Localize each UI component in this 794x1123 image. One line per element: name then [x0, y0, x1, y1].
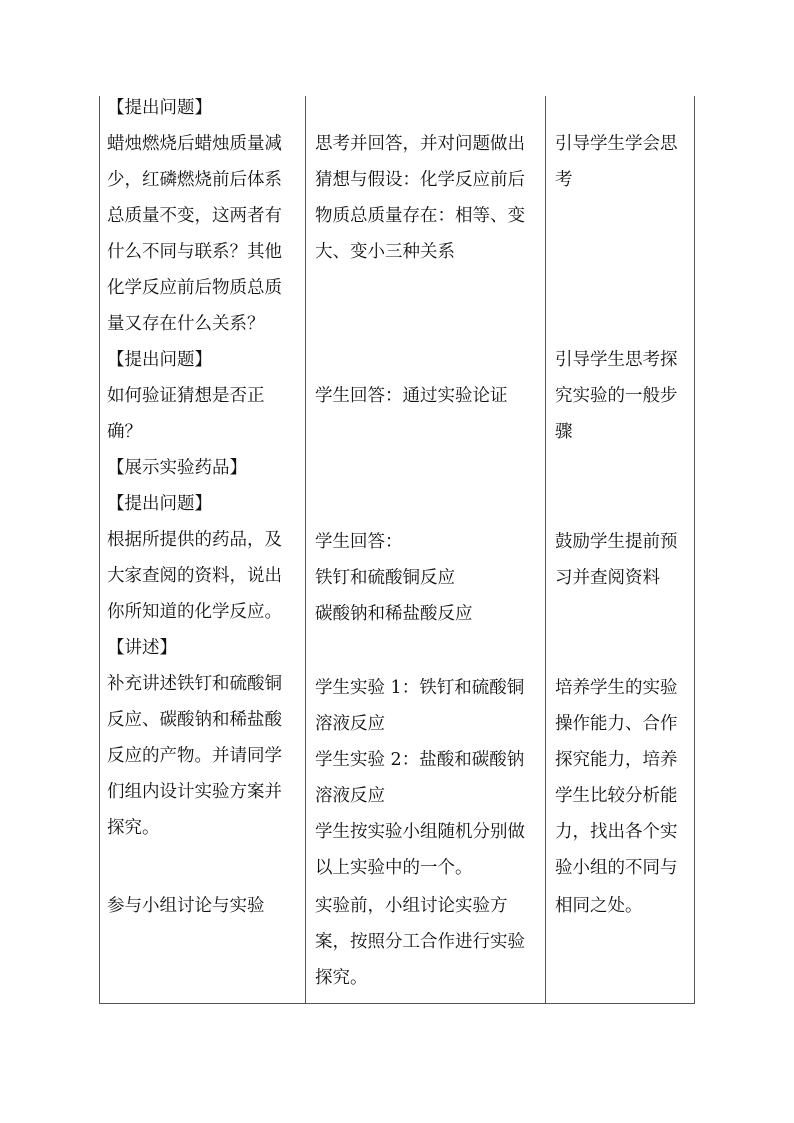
text-line: 培养学生的实验 [555, 678, 678, 698]
text-line: 【提出问题】 [107, 494, 212, 514]
text-line: 学生实验 2：盐酸和碳酸钠 [315, 750, 525, 770]
text-line: 验小组的不同与 [555, 858, 678, 878]
text-line: 鼓励学生提前预 [555, 532, 678, 552]
text-line: 反应的产物。并请同学 [107, 746, 282, 766]
text-line: 探究。 [315, 968, 368, 988]
teacher-activity-column [107, 96, 303, 1004]
text-line: 们组内设计实验方案并 [107, 782, 282, 802]
text-line: 猜想与假设：化学反应前后 [315, 170, 525, 190]
design-intent-column [555, 96, 691, 1004]
text-line: 学生按实验小组随机分别做 [315, 822, 525, 842]
text-line: 你所知道的化学反应。 [107, 602, 282, 622]
text-line: 力，找出各个实 [555, 822, 678, 842]
text-line: 案，按照分工合作进行实验 [315, 932, 525, 952]
text-line: 【提出问题】 [107, 98, 212, 118]
text-line: 学生实验 1：铁钉和硫酸铜 [315, 678, 525, 698]
text-line: 究实验的一般步 [555, 386, 678, 406]
lesson-plan-table [99, 96, 695, 1004]
text-line: 化学反应前后物质总质 [107, 278, 282, 298]
text-line: 什么不同与联系？其他 [107, 242, 282, 262]
table-border-left [99, 96, 100, 1004]
text-line: 大家查阅的资料，说出 [107, 566, 282, 586]
text-line: 总质量不变，这两者有 [107, 206, 282, 226]
text-line: 思考并回答，并对问题做出 [315, 134, 525, 154]
text-line: 学生回答：通过实验论证 [315, 386, 508, 406]
text-line: 相同之处。 [555, 896, 643, 916]
text-line: 以上实验中的一个。 [315, 858, 473, 878]
text-line: 物质总质量存在：相等、变 [315, 206, 525, 226]
text-line: 铁钉和硫酸铜反应 [315, 568, 455, 588]
text-line: 习并查阅资料 [555, 568, 660, 588]
text-line: 溶液反应 [315, 786, 385, 806]
text-line: 探究。 [107, 818, 160, 838]
text-line: 溶液反应 [315, 714, 385, 734]
text-line: 学生比较分析能 [555, 786, 678, 806]
text-line: 【展示实验药品】 [107, 458, 247, 478]
text-line: 【提出问题】 [107, 350, 212, 370]
text-line: 骤 [555, 422, 573, 442]
text-line: 蜡烛燃烧后蜡烛质量减 [107, 134, 282, 154]
column-divider-1 [305, 96, 306, 1004]
text-line: 【讲述】 [107, 638, 177, 658]
text-line: 少，红磷燃烧前后体系 [107, 170, 282, 190]
text-line: 探究能力，培养 [555, 750, 678, 770]
text-line: 如何验证猜想是否正 [107, 386, 265, 406]
text-line: 根据所提供的药品，及 [107, 530, 282, 550]
text-line: 实验前，小组讨论实验方 [315, 896, 508, 916]
text-line: 引导学生思考探 [555, 350, 678, 370]
text-line: 反应、碳酸钠和稀盐酸 [107, 710, 282, 730]
text-line: 大、变小三种关系 [315, 242, 455, 262]
text-line: 参与小组讨论与实验 [107, 896, 265, 916]
text-line: 确？ [107, 422, 142, 442]
text-line: 操作能力、合作 [555, 714, 678, 734]
student-activity-column [315, 96, 547, 1004]
text-line: 碳酸钠和稀盐酸反应 [315, 604, 473, 624]
text-line: 引导学生学会思 [555, 134, 678, 154]
text-line: 量又存在什么关系？ [107, 314, 265, 334]
text-line: 考 [555, 170, 573, 190]
text-line: 补充讲述铁钉和硫酸铜 [107, 674, 282, 694]
text-line: 学生回答： [315, 532, 403, 552]
table-border-right [694, 96, 695, 1004]
